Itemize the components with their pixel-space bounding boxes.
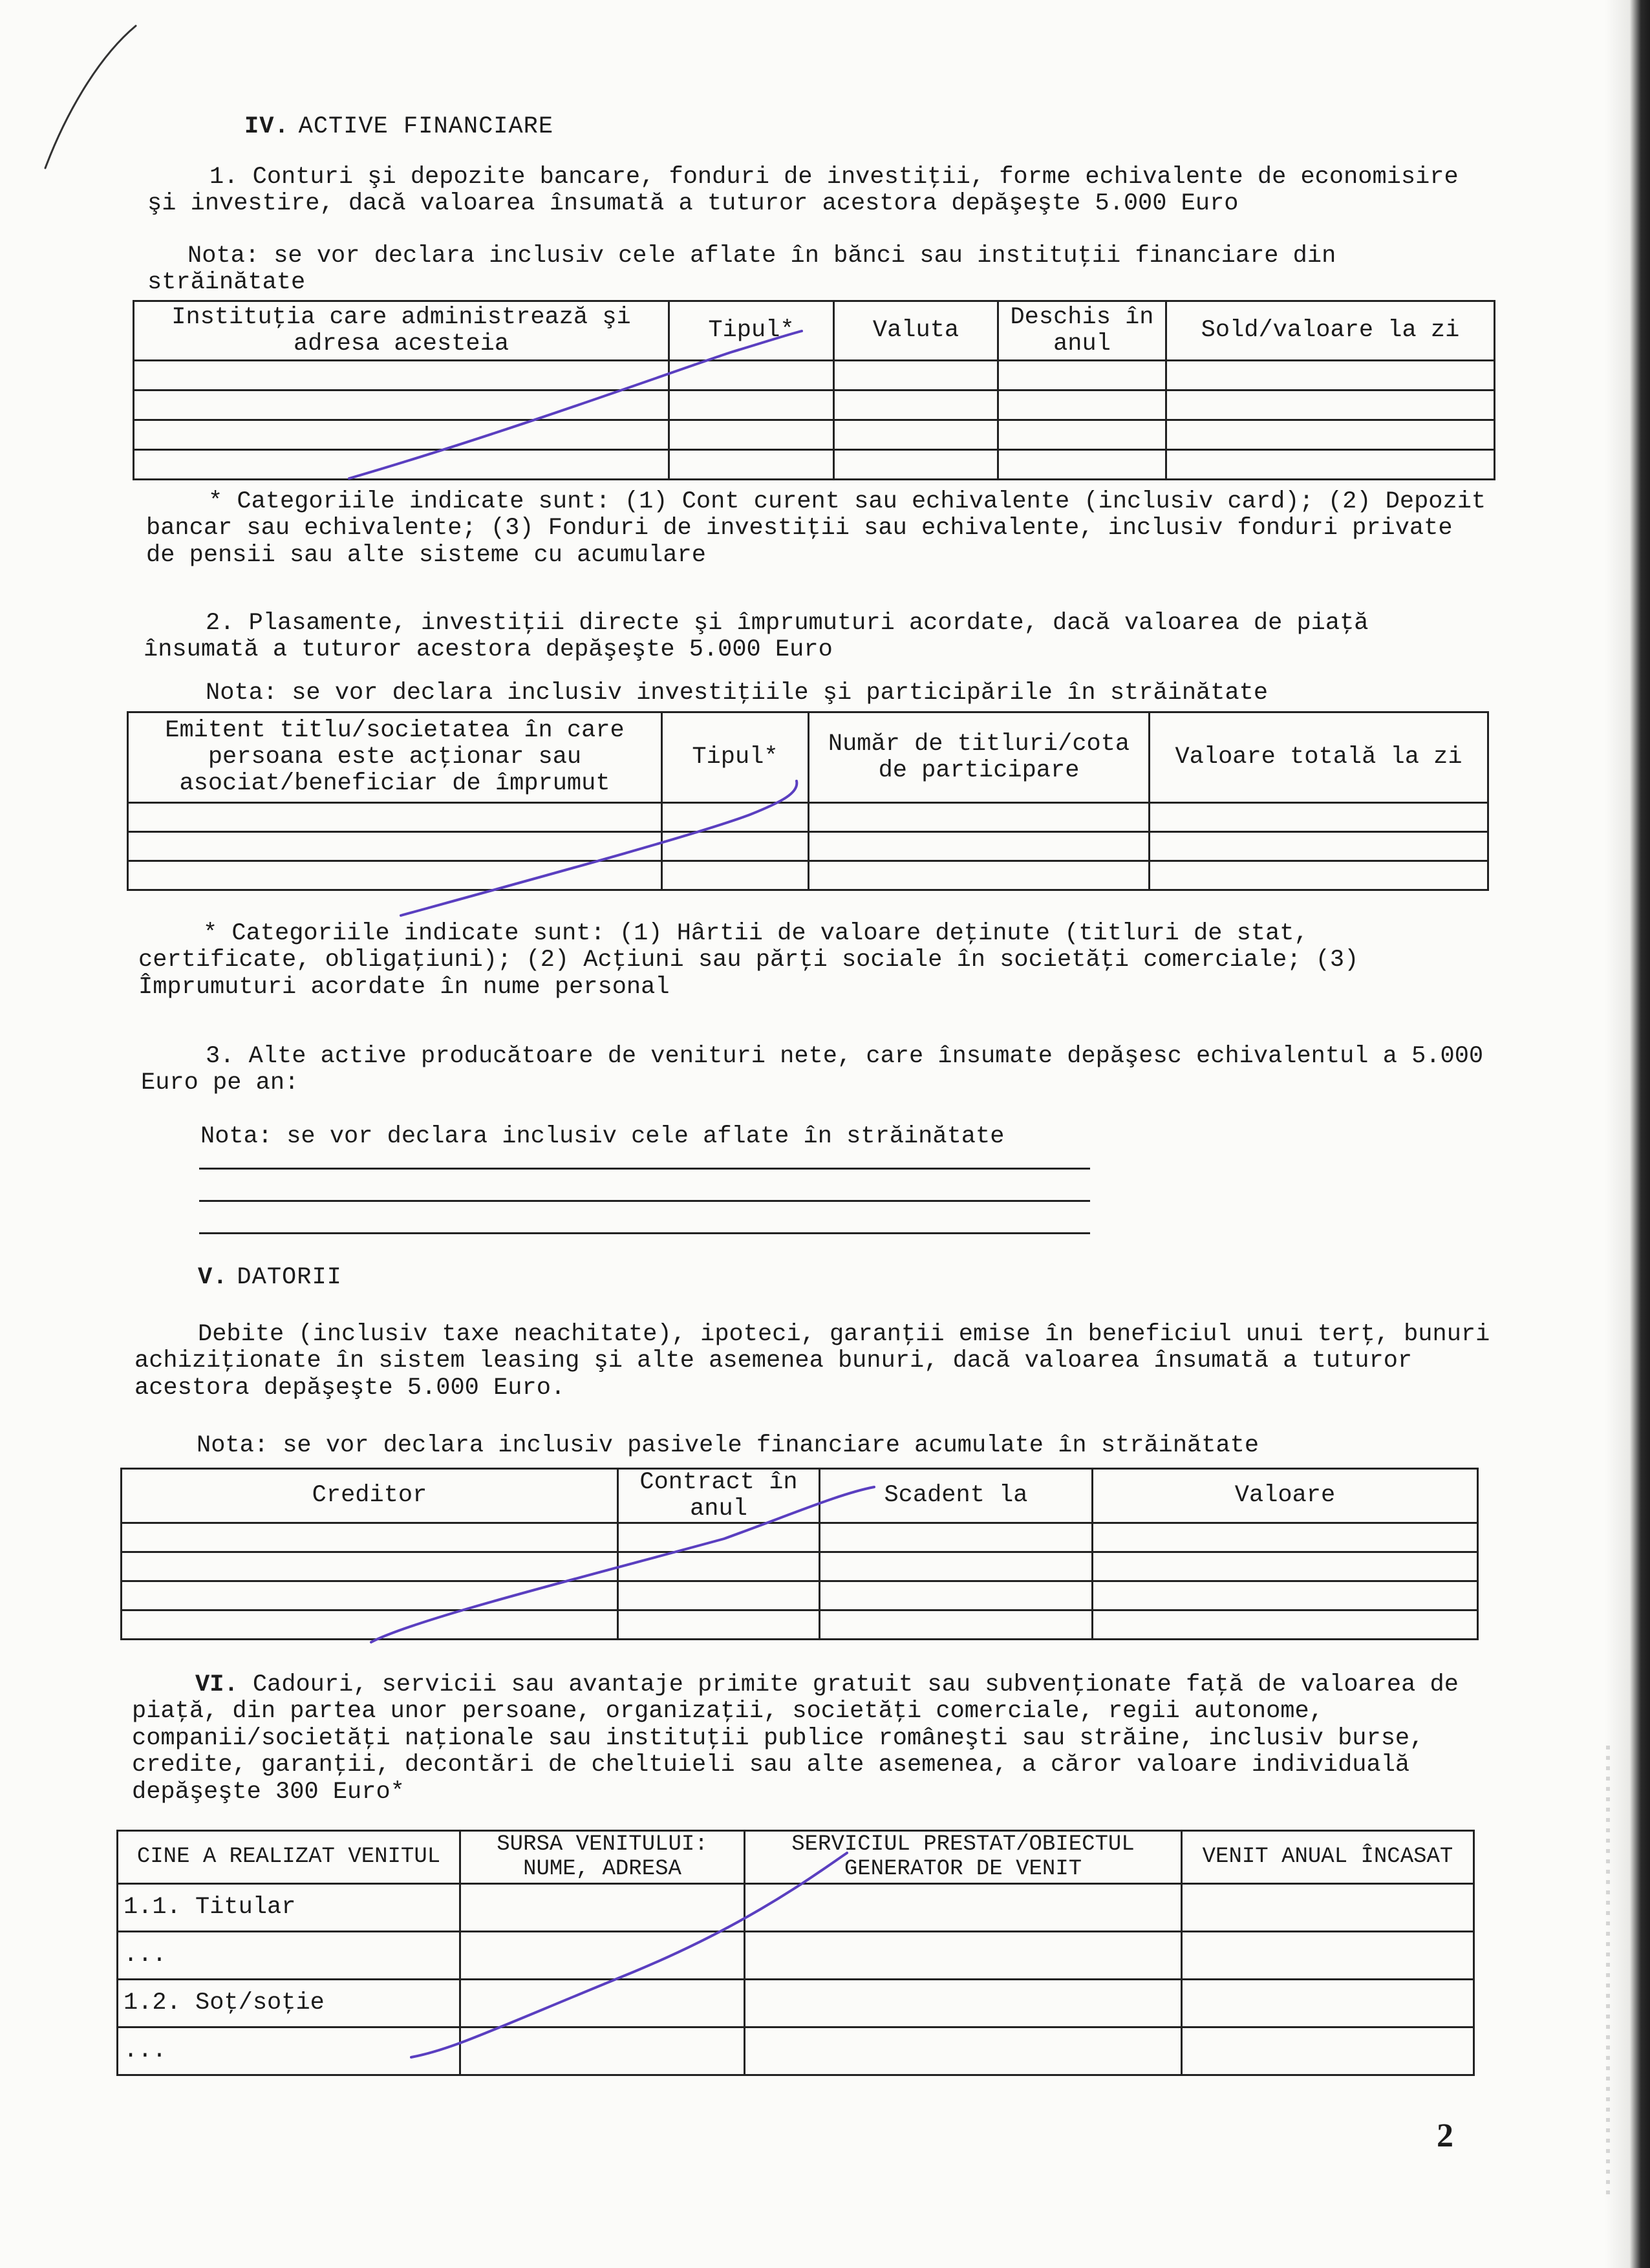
item-1-footnote: * Categoriile indicate sunt: (1) Cont curent sau echivalente (inclusiv card); (2) Depozit bancar sau echivalente; (3) Fonduri de investiţii sau echivalente, inclusiv fonduri private de pensii sau alte sisteme cu acumulare — [146, 488, 1501, 569]
row-label-more: ... — [118, 1932, 460, 1980]
section-5-title: DATORII — [237, 1264, 342, 1291]
table-row — [134, 450, 1495, 480]
col-header-currency: Valuta — [834, 301, 998, 361]
scan-edge-shadow — [1605, 0, 1650, 2268]
investments-table — [127, 711, 1489, 891]
col-header-shares: Număr de titluri/cota de participare — [809, 712, 1150, 803]
table-row — [122, 1552, 1478, 1581]
section-5-heading — [198, 1265, 342, 1291]
table-row — [128, 832, 1488, 861]
col-header-service: SERVICIUL PRESTAT/OBIECTUL GENERATOR DE VENIT — [745, 1831, 1182, 1884]
table-row — [134, 361, 1495, 390]
ink-stroke-corner — [45, 26, 136, 168]
col-header-type: Tipul* — [669, 301, 834, 361]
col-header-opened-year: Deschis în anul — [998, 301, 1166, 361]
table-row — [134, 390, 1495, 420]
table-row — [118, 2027, 1474, 2075]
section-4-number: IV. — [244, 113, 290, 140]
col-header-contract-year: Contract în anul — [618, 1469, 820, 1523]
col-header-balance: Sold/valoare la zi — [1166, 301, 1495, 361]
table-row — [122, 1581, 1478, 1610]
section-6-number: VI. — [195, 1671, 239, 1698]
gifts-table — [116, 1830, 1475, 2076]
col-header-annual-income: VENIT ANUAL ÎNCASAT — [1182, 1831, 1474, 1884]
section-5-note: Nota: se vor declara inclusiv pasivele financiare acumulate în străinătate — [197, 1432, 1259, 1459]
blank-line-1 — [199, 1168, 1090, 1170]
page-number: 2 — [1437, 2117, 1453, 2154]
col-header-creditor: Creditor — [122, 1469, 618, 1523]
table-row — [128, 803, 1488, 832]
item-2-footnote: * Categoriile indicate sunt: (1) Hârtii de valoare deţinute (titluri de stat, certificate, obligaţiuni); (2) Acţiuni sau părţi sociale în societăţi comerciale; (3) Împrumuturi acordate în nume personal — [138, 920, 1373, 1001]
section-4-title: ACTIVE FINANCIARE — [298, 113, 554, 140]
col-header-source: SURSA VENITULUI: NUME, ADRESA — [460, 1831, 745, 1884]
row-label-spouse: 1.2. Soţ/soţie — [118, 1980, 460, 2027]
col-header-value: Valoare — [1093, 1469, 1478, 1523]
section-5-number: V. — [198, 1264, 228, 1291]
col-header-issuer: Emitent titlu/societatea în care persoana este acţionar sau asociat/beneficiar de împrumut — [128, 712, 662, 803]
bank-accounts-table — [133, 300, 1495, 480]
table-row — [118, 1932, 1474, 1980]
item-1-text: 1. Conturi şi depozite bancare, fonduri de investiţii, forme echivalente de economisire şi investire, dacă valoarea însumată a tuturor acestora depăşeşte 5.000 Euro — [147, 164, 1473, 218]
section-6-body: Cadouri, servicii sau avantaje primite gratuit sau subvenţionate faţă de valoarea de piaţă, din partea unor persoane, organizaţii, societăţi comerciale, regii autonome, companii/societăţi naţionale sau instituţii publice româneşti sau străine, inclusiv burse, credite, garanţii, decontări de cheltuieli sau alte asemenea, a căror valoare individuală depăşeşte 300 Euro* — [132, 1671, 1473, 1806]
table-row — [118, 1884, 1474, 1932]
table-row — [122, 1610, 1478, 1640]
col-header-total-value: Valoare totală la zi — [1150, 712, 1488, 803]
scan-edge-speckle — [1606, 1746, 1610, 2198]
item-3-text: 3. Alte active producătoare de venituri nete, care însumate depăşesc echivalentul a 5.000 Euro pe an: — [141, 1043, 1498, 1097]
blank-line-3 — [199, 1232, 1090, 1234]
col-header-who: CINE A REALIZAT VENITUL — [118, 1831, 460, 1884]
item-2-note: Nota: se vor declara inclusiv investiţiile şi participările în străinătate — [206, 679, 1269, 707]
table-row — [118, 1980, 1474, 2027]
table-row — [134, 420, 1495, 450]
col-header-institution: Instituţia care administrează şi adresa acesteia — [134, 301, 669, 361]
section-5-text: Debite (inclusiv taxe neachitate), ipoteci, garanţii emise în beneficiul unui terţ, bunuri achiziţionate în sistem leasing şi alte asemenea bunuri, dacă valoarea însumată a tuturor acestora depăşeşte 5.000 Euro. — [134, 1321, 1505, 1402]
col-header-type: Tipul* — [662, 712, 809, 803]
debts-table — [120, 1468, 1479, 1640]
row-label-holder: 1.1. Titular — [118, 1884, 460, 1932]
blank-line-2 — [199, 1200, 1090, 1202]
col-header-due-date: Scadent la — [820, 1469, 1093, 1523]
item-3-note: Nota: se vor declara inclusiv cele aflate în străinătate — [200, 1123, 1005, 1150]
table-row — [122, 1523, 1478, 1552]
section-6-text — [132, 1672, 1496, 1806]
item-2-text: 2. Plasamente, investiţii directe şi împrumuturi acordate, dacă valoarea de piaţă însumată a tuturor acestora depăşeşte 5.000 Euro — [144, 610, 1383, 664]
item-1-note: Nota: se vor declara inclusiv cele aflate în bănci sau instituţii financiare din străinătate — [147, 242, 1351, 297]
row-label-more-2: ... — [118, 2027, 460, 2075]
table-row — [128, 861, 1488, 890]
section-4-heading — [244, 114, 553, 140]
